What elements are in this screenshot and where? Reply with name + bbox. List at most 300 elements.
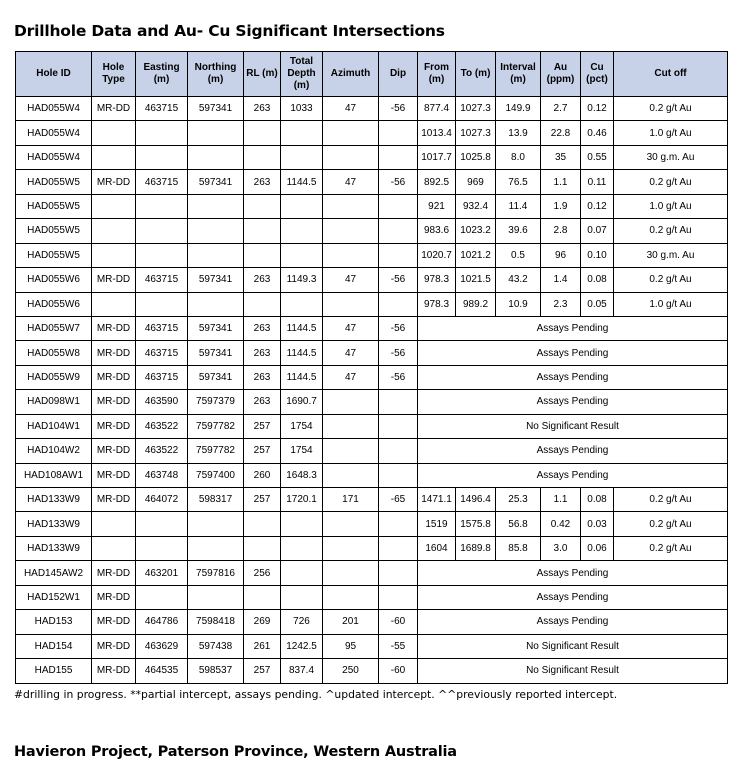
table-row	[16, 268, 728, 292]
cell-rl: 256	[244, 561, 281, 585]
header-cu: Cu (pct)	[581, 52, 614, 97]
cell-rl: 263	[244, 341, 281, 365]
cell-from: 1471.1	[418, 488, 456, 512]
header-hole-type: Hole Type	[92, 52, 136, 97]
cell-northing	[188, 585, 244, 609]
cell-total-depth	[281, 292, 323, 316]
cell-rl: 263	[244, 365, 281, 389]
cell-northing: 7597379	[188, 390, 244, 414]
cell-interval: 0.5	[496, 243, 541, 267]
cell-hole-type: MR-DD	[92, 414, 136, 438]
cell-from: 1017.7	[418, 145, 456, 169]
cell-hole-id: HAD055W4	[16, 97, 92, 121]
cell-to: 1496.4	[456, 488, 496, 512]
cell-azimuth	[323, 439, 379, 463]
cell-to: 1027.3	[456, 121, 496, 145]
cell-total-depth: 1242.5	[281, 634, 323, 658]
cell-easting: 463590	[136, 390, 188, 414]
cell-status: Assays Pending	[418, 463, 728, 487]
cell-au: 1.4	[541, 268, 581, 292]
cell-hole-id: HAD104W2	[16, 439, 92, 463]
table-title: Drillhole Data and Au- Cu Significant Intersections	[14, 22, 445, 40]
cell-to: 1689.8	[456, 536, 496, 560]
cell-hole-id: HAD133W9	[16, 512, 92, 536]
cell-status: Assays Pending	[418, 610, 728, 634]
cell-cut-off: 0.2 g/t Au	[614, 268, 728, 292]
table-row	[16, 463, 728, 487]
cell-to: 932.4	[456, 194, 496, 218]
cell-azimuth: 47	[323, 268, 379, 292]
cell-to: 1021.2	[456, 243, 496, 267]
cell-azimuth: 171	[323, 488, 379, 512]
cell-total-depth	[281, 194, 323, 218]
cell-status: Assays Pending	[418, 316, 728, 340]
cell-rl: 257	[244, 659, 281, 683]
cell-cut-off: 1.0 g/t Au	[614, 292, 728, 316]
cell-total-depth	[281, 536, 323, 560]
cell-azimuth: 47	[323, 365, 379, 389]
cell-northing	[188, 219, 244, 243]
cell-easting: 463715	[136, 341, 188, 365]
table-row	[16, 170, 728, 194]
cell-rl: 261	[244, 634, 281, 658]
cell-au: 96	[541, 243, 581, 267]
cell-hole-type	[92, 219, 136, 243]
header-to: To (m)	[456, 52, 496, 97]
cell-azimuth	[323, 121, 379, 145]
cell-to: 1575.8	[456, 512, 496, 536]
cell-azimuth	[323, 414, 379, 438]
cell-cut-off: 0.2 g/t Au	[614, 512, 728, 536]
cell-hole-type: MR-DD	[92, 659, 136, 683]
cell-rl	[244, 585, 281, 609]
cell-status: No Significant Result	[418, 659, 728, 683]
cell-azimuth: 47	[323, 170, 379, 194]
cell-hole-id: HAD153	[16, 610, 92, 634]
cell-cu: 0.03	[581, 512, 614, 536]
header-total-depth: Total Depth (m)	[281, 52, 323, 97]
cell-hole-type: MR-DD	[92, 439, 136, 463]
cell-total-depth	[281, 145, 323, 169]
cell-cut-off: 0.2 g/t Au	[614, 488, 728, 512]
table-row	[16, 488, 728, 512]
cell-from: 877.4	[418, 97, 456, 121]
table-row	[16, 292, 728, 316]
cell-northing: 7598418	[188, 610, 244, 634]
table-row	[16, 561, 728, 585]
table-row	[16, 121, 728, 145]
cell-rl: 263	[244, 316, 281, 340]
cell-northing: 598537	[188, 659, 244, 683]
cell-from: 921	[418, 194, 456, 218]
cell-interval: 25.3	[496, 488, 541, 512]
cell-hole-type	[92, 512, 136, 536]
cell-total-depth: 1149.3	[281, 268, 323, 292]
cell-easting: 463715	[136, 97, 188, 121]
cell-from: 892.5	[418, 170, 456, 194]
cell-total-depth: 1033	[281, 97, 323, 121]
cell-total-depth	[281, 243, 323, 267]
cell-hole-type: MR-DD	[92, 170, 136, 194]
cell-easting: 463629	[136, 634, 188, 658]
cell-dip	[379, 145, 418, 169]
cell-northing: 597438	[188, 634, 244, 658]
cell-rl	[244, 243, 281, 267]
cell-from: 1013.4	[418, 121, 456, 145]
cell-cut-off: 30 g.m. Au	[614, 145, 728, 169]
cell-dip	[379, 439, 418, 463]
header-au: Au (ppm)	[541, 52, 581, 97]
cell-to: 969	[456, 170, 496, 194]
cell-northing: 7597816	[188, 561, 244, 585]
cell-to: 1023.2	[456, 219, 496, 243]
cell-rl: 257	[244, 414, 281, 438]
cell-au: 2.3	[541, 292, 581, 316]
cell-azimuth	[323, 292, 379, 316]
cell-status: Assays Pending	[418, 439, 728, 463]
cell-northing: 597341	[188, 170, 244, 194]
cell-dip: -60	[379, 610, 418, 634]
cell-hole-id: HAD055W5	[16, 219, 92, 243]
cell-hole-type	[92, 121, 136, 145]
cell-northing: 597341	[188, 268, 244, 292]
header-cut-off: Cut off	[614, 52, 728, 97]
cell-dip	[379, 121, 418, 145]
cell-hole-id: HAD155	[16, 659, 92, 683]
cell-northing: 597341	[188, 97, 244, 121]
cell-rl	[244, 292, 281, 316]
cell-azimuth	[323, 512, 379, 536]
cell-easting	[136, 585, 188, 609]
cell-dip	[379, 463, 418, 487]
cell-hole-id: HAD055W6	[16, 268, 92, 292]
table-row	[16, 536, 728, 560]
cell-hole-id: HAD055W7	[16, 316, 92, 340]
cell-cut-off: 0.2 g/t Au	[614, 219, 728, 243]
cell-dip	[379, 292, 418, 316]
cell-total-depth: 1754	[281, 414, 323, 438]
cell-interval: 39.6	[496, 219, 541, 243]
cell-dip	[379, 585, 418, 609]
cell-azimuth: 95	[323, 634, 379, 658]
cell-northing: 7597782	[188, 439, 244, 463]
cell-to: 1025.8	[456, 145, 496, 169]
cell-hole-id: HAD055W6	[16, 292, 92, 316]
header-rl: RL (m)	[244, 52, 281, 97]
cell-easting: 464786	[136, 610, 188, 634]
cell-cut-off: 1.0 g/t Au	[614, 194, 728, 218]
cell-hole-type: MR-DD	[92, 610, 136, 634]
header-azimuth: Azimuth	[323, 52, 379, 97]
cell-au: 1.1	[541, 488, 581, 512]
cell-total-depth: 1144.5	[281, 170, 323, 194]
cell-hole-id: HAD108AW1	[16, 463, 92, 487]
cell-northing: 597341	[188, 341, 244, 365]
cell-cut-off: 1.0 g/t Au	[614, 121, 728, 145]
cell-total-depth	[281, 561, 323, 585]
table-row	[16, 414, 728, 438]
cell-hole-id: HAD055W8	[16, 341, 92, 365]
cell-cu: 0.46	[581, 121, 614, 145]
cell-hole-type: MR-DD	[92, 585, 136, 609]
cell-hole-type: MR-DD	[92, 488, 136, 512]
cell-dip: -56	[379, 268, 418, 292]
cell-azimuth: 47	[323, 316, 379, 340]
cell-au: 3.0	[541, 536, 581, 560]
cell-hole-type: MR-DD	[92, 341, 136, 365]
cell-azimuth: 47	[323, 97, 379, 121]
cell-total-depth: 1144.5	[281, 316, 323, 340]
cell-total-depth: 1648.3	[281, 463, 323, 487]
cell-dip	[379, 414, 418, 438]
cell-hole-type: MR-DD	[92, 634, 136, 658]
cell-hole-id: HAD152W1	[16, 585, 92, 609]
cell-easting: 464535	[136, 659, 188, 683]
table-row	[16, 145, 728, 169]
cell-hole-id: HAD098W1	[16, 390, 92, 414]
table-header-row	[16, 52, 728, 97]
cell-au: 2.8	[541, 219, 581, 243]
cell-easting	[136, 194, 188, 218]
cell-dip: -56	[379, 316, 418, 340]
cell-northing	[188, 145, 244, 169]
cell-azimuth	[323, 219, 379, 243]
cell-cut-off: 0.2 g/t Au	[614, 97, 728, 121]
cell-azimuth: 201	[323, 610, 379, 634]
cell-easting: 463715	[136, 268, 188, 292]
table-row	[16, 659, 728, 683]
cell-rl: 263	[244, 268, 281, 292]
drillhole-table	[15, 51, 728, 684]
table-row	[16, 512, 728, 536]
cell-hole-id: HAD055W5	[16, 243, 92, 267]
cell-total-depth: 726	[281, 610, 323, 634]
cell-hole-id: HAD055W5	[16, 170, 92, 194]
cell-interval: 76.5	[496, 170, 541, 194]
cell-total-depth: 1144.5	[281, 341, 323, 365]
cell-status: Assays Pending	[418, 341, 728, 365]
cell-from: 1020.7	[418, 243, 456, 267]
cell-easting: 464072	[136, 488, 188, 512]
cell-status: No Significant Result	[418, 634, 728, 658]
cell-easting: 463522	[136, 439, 188, 463]
table-body	[16, 97, 728, 684]
cell-easting: 463715	[136, 365, 188, 389]
cell-easting	[136, 512, 188, 536]
cell-hole-type: MR-DD	[92, 268, 136, 292]
cell-hole-type: MR-DD	[92, 390, 136, 414]
table-row	[16, 634, 728, 658]
cell-rl: 263	[244, 97, 281, 121]
cell-northing	[188, 194, 244, 218]
cell-hole-type: MR-DD	[92, 316, 136, 340]
cell-total-depth: 1720.1	[281, 488, 323, 512]
cell-hole-type: MR-DD	[92, 463, 136, 487]
cell-au: 2.7	[541, 97, 581, 121]
cell-hole-type	[92, 145, 136, 169]
table-row	[16, 390, 728, 414]
cell-cut-off: 30 g.m. Au	[614, 243, 728, 267]
cell-azimuth: 47	[323, 341, 379, 365]
cell-hole-type	[92, 292, 136, 316]
cell-hole-type: MR-DD	[92, 97, 136, 121]
cell-rl	[244, 536, 281, 560]
cell-hole-id: HAD104W1	[16, 414, 92, 438]
cell-total-depth: 837.4	[281, 659, 323, 683]
cell-dip	[379, 512, 418, 536]
cell-easting	[136, 243, 188, 267]
footnote: #drilling in progress. **partial intercept, assays pending. ^updated intercept. ^^previously reported intercept.	[14, 688, 618, 701]
cell-northing: 597341	[188, 316, 244, 340]
cell-cu: 0.07	[581, 219, 614, 243]
cell-interval: 10.9	[496, 292, 541, 316]
cell-dip: -56	[379, 97, 418, 121]
cell-cu: 0.08	[581, 488, 614, 512]
cell-azimuth	[323, 585, 379, 609]
cell-cu: 0.05	[581, 292, 614, 316]
cell-cu: 0.10	[581, 243, 614, 267]
cell-hole-id: HAD145AW2	[16, 561, 92, 585]
table-row	[16, 439, 728, 463]
cell-hole-id: HAD055W5	[16, 194, 92, 218]
cell-northing: 7597400	[188, 463, 244, 487]
cell-status: Assays Pending	[418, 365, 728, 389]
cell-rl	[244, 145, 281, 169]
cell-from: 983.6	[418, 219, 456, 243]
cell-dip: -65	[379, 488, 418, 512]
table-row	[16, 316, 728, 340]
cell-hole-id: HAD154	[16, 634, 92, 658]
cell-dip	[379, 243, 418, 267]
cell-rl: 269	[244, 610, 281, 634]
cell-interval: 8.0	[496, 145, 541, 169]
cell-hole-type	[92, 536, 136, 560]
cell-hole-type	[92, 194, 136, 218]
cell-azimuth	[323, 463, 379, 487]
cell-easting	[136, 292, 188, 316]
cell-northing: 597341	[188, 365, 244, 389]
cell-easting: 463715	[136, 316, 188, 340]
cell-azimuth	[323, 145, 379, 169]
cell-status: No Significant Result	[418, 414, 728, 438]
cell-azimuth	[323, 390, 379, 414]
cell-cut-off: 0.2 g/t Au	[614, 536, 728, 560]
cell-northing: 598317	[188, 488, 244, 512]
cell-dip	[379, 194, 418, 218]
cell-northing	[188, 243, 244, 267]
cell-azimuth: 250	[323, 659, 379, 683]
cell-northing	[188, 292, 244, 316]
cell-total-depth	[281, 585, 323, 609]
cell-cu: 0.08	[581, 268, 614, 292]
cell-total-depth	[281, 121, 323, 145]
cell-hole-type: MR-DD	[92, 561, 136, 585]
cell-azimuth	[323, 194, 379, 218]
cell-au: 22.8	[541, 121, 581, 145]
cell-status: Assays Pending	[418, 390, 728, 414]
cell-easting	[136, 121, 188, 145]
cell-total-depth: 1754	[281, 439, 323, 463]
cell-cu: 0.55	[581, 145, 614, 169]
header-easting: Easting (m)	[136, 52, 188, 97]
cell-northing	[188, 536, 244, 560]
cell-hole-id: HAD055W4	[16, 121, 92, 145]
cell-au: 1.9	[541, 194, 581, 218]
cell-hole-type	[92, 243, 136, 267]
cell-dip: -56	[379, 170, 418, 194]
cell-rl	[244, 512, 281, 536]
cell-rl: 257	[244, 439, 281, 463]
cell-cut-off: 0.2 g/t Au	[614, 170, 728, 194]
cell-au: 0.42	[541, 512, 581, 536]
cell-status: Assays Pending	[418, 585, 728, 609]
header-hole-id: Hole ID	[16, 52, 92, 97]
cell-au: 35	[541, 145, 581, 169]
cell-from: 1519	[418, 512, 456, 536]
cell-northing: 7597782	[188, 414, 244, 438]
cell-azimuth	[323, 561, 379, 585]
header-interval: Interval (m)	[496, 52, 541, 97]
cell-dip	[379, 536, 418, 560]
cell-hole-id: HAD055W4	[16, 145, 92, 169]
cell-cu: 0.11	[581, 170, 614, 194]
table-row	[16, 610, 728, 634]
cell-total-depth: 1144.5	[281, 365, 323, 389]
table-row	[16, 219, 728, 243]
table-row	[16, 365, 728, 389]
cell-easting: 463748	[136, 463, 188, 487]
cell-azimuth	[323, 243, 379, 267]
cell-easting: 463522	[136, 414, 188, 438]
cell-au: 1.1	[541, 170, 581, 194]
header-northing: Northing (m)	[188, 52, 244, 97]
cell-to: 1027.3	[456, 97, 496, 121]
table-row	[16, 194, 728, 218]
cell-dip: -60	[379, 659, 418, 683]
cell-rl	[244, 121, 281, 145]
cell-rl	[244, 194, 281, 218]
cell-cu: 0.12	[581, 97, 614, 121]
cell-dip: -56	[379, 341, 418, 365]
cell-hole-id: HAD055W9	[16, 365, 92, 389]
cell-dip	[379, 561, 418, 585]
cell-hole-id: HAD133W9	[16, 536, 92, 560]
cell-rl: 257	[244, 488, 281, 512]
header-from: From (m)	[418, 52, 456, 97]
cell-from: 1604	[418, 536, 456, 560]
cell-status: Assays Pending	[418, 561, 728, 585]
cell-to: 1021.5	[456, 268, 496, 292]
cell-dip	[379, 219, 418, 243]
cell-to: 989.2	[456, 292, 496, 316]
cell-from: 978.3	[418, 292, 456, 316]
cell-easting: 463715	[136, 170, 188, 194]
cell-hole-id: HAD133W9	[16, 488, 92, 512]
cell-northing	[188, 512, 244, 536]
cell-azimuth	[323, 536, 379, 560]
cell-dip	[379, 390, 418, 414]
cell-total-depth: 1690.7	[281, 390, 323, 414]
table-row	[16, 243, 728, 267]
cell-total-depth	[281, 219, 323, 243]
cell-northing	[188, 121, 244, 145]
cell-cu: 0.12	[581, 194, 614, 218]
cell-cu: 0.06	[581, 536, 614, 560]
cell-easting	[136, 145, 188, 169]
cell-rl: 260	[244, 463, 281, 487]
cell-interval: 56.8	[496, 512, 541, 536]
table-row	[16, 97, 728, 121]
